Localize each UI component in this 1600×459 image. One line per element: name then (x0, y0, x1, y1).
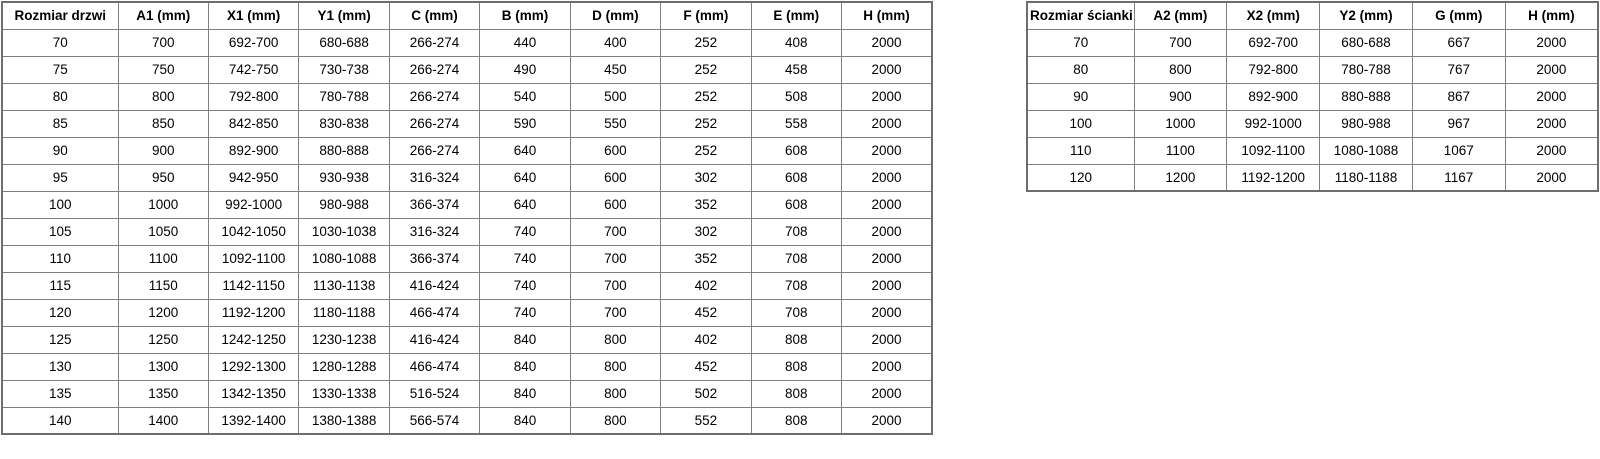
table-cell: 967 (1412, 110, 1505, 137)
table-cell: 1080-1088 (299, 245, 389, 272)
table-cell: 800 (1134, 56, 1227, 83)
table-cell: 892-900 (208, 137, 298, 164)
table-cell: 366-374 (389, 191, 479, 218)
table-cell: 1292-1300 (208, 353, 298, 380)
table-cell: 80 (2, 83, 118, 110)
table-cell: 135 (2, 380, 118, 407)
table-row (2, 245, 932, 272)
table-cell: 1350 (118, 380, 208, 407)
table-cell: 950 (118, 164, 208, 191)
column-header: X1 (mm) (208, 2, 298, 29)
table-cell: 700 (1134, 29, 1227, 56)
table-cell: 125 (2, 326, 118, 353)
table-row (2, 137, 932, 164)
table-cell: 640 (480, 191, 570, 218)
table-cell: 680-688 (1320, 29, 1413, 56)
table-cell: 2000 (842, 191, 933, 218)
table-row (2, 272, 932, 299)
table-row (1027, 164, 1598, 191)
table-cell: 1180-1188 (1320, 164, 1413, 191)
table-row (1027, 29, 1598, 56)
table-cell: 2000 (842, 299, 933, 326)
table-cell: 466-474 (389, 353, 479, 380)
table-cell: 416-424 (389, 326, 479, 353)
table-cell: 450 (570, 56, 660, 83)
table-cell: 452 (661, 299, 751, 326)
table-cell: 316-324 (389, 164, 479, 191)
table-cell: 930-938 (299, 164, 389, 191)
table-cell: 352 (661, 191, 751, 218)
table-cell: 1200 (118, 299, 208, 326)
table-cell: 980-988 (299, 191, 389, 218)
table-row (2, 218, 932, 245)
table-cell: 1142-1150 (208, 272, 298, 299)
table-cell: 1330-1338 (299, 380, 389, 407)
column-header: D (mm) (570, 2, 660, 29)
column-header: B (mm) (480, 2, 570, 29)
table-cell: 266-274 (389, 83, 479, 110)
table-cell: 840 (480, 380, 570, 407)
column-header: Rozmiar ścianki (1027, 2, 1134, 29)
table-cell: 552 (661, 407, 751, 434)
table-row (2, 407, 932, 434)
table-cell: 850 (118, 110, 208, 137)
table-cell: 2000 (842, 272, 933, 299)
table-cell: 90 (1027, 83, 1134, 110)
table-cell: 302 (661, 164, 751, 191)
table-cell: 2000 (1505, 110, 1598, 137)
table-cell: 1100 (118, 245, 208, 272)
table-cell: 466-474 (389, 299, 479, 326)
table-row (2, 299, 932, 326)
table-cell: 692-700 (208, 29, 298, 56)
table-cell: 252 (661, 29, 751, 56)
table-cell: 85 (2, 110, 118, 137)
table-cell: 2000 (842, 380, 933, 407)
table-cell: 1192-1200 (208, 299, 298, 326)
header-row (2, 2, 932, 29)
table-cell: 252 (661, 83, 751, 110)
table-cell: 566-574 (389, 407, 479, 434)
table-row (2, 191, 932, 218)
table-cell: 800 (570, 380, 660, 407)
table-cell: 1000 (118, 191, 208, 218)
table-cell: 1200 (1134, 164, 1227, 191)
table-cell: 600 (570, 137, 660, 164)
table-cell: 1242-1250 (208, 326, 298, 353)
table-row (1027, 110, 1598, 137)
column-header: X2 (mm) (1227, 2, 1320, 29)
table-cell: 608 (751, 191, 841, 218)
table-cell: 366-374 (389, 245, 479, 272)
table-cell: 808 (751, 353, 841, 380)
table-cell: 708 (751, 245, 841, 272)
table-cell: 2000 (1505, 29, 1598, 56)
table-cell: 402 (661, 272, 751, 299)
table-cell: 680-688 (299, 29, 389, 56)
table-cell: 490 (480, 56, 570, 83)
table-cell: 1080-1088 (1320, 137, 1413, 164)
table-cell: 740 (480, 272, 570, 299)
table-cell: 100 (2, 191, 118, 218)
table-cell: 252 (661, 137, 751, 164)
table-cell: 266-274 (389, 29, 479, 56)
table-cell: 880-888 (1320, 83, 1413, 110)
table-cell: 95 (2, 164, 118, 191)
table-cell: 105 (2, 218, 118, 245)
table-cell: 1300 (118, 353, 208, 380)
column-header: H (mm) (1505, 2, 1598, 29)
table-cell: 992-1000 (1227, 110, 1320, 137)
table-cell: 880-888 (299, 137, 389, 164)
table-cell: 692-700 (1227, 29, 1320, 56)
table-cell: 600 (570, 191, 660, 218)
table-row (2, 110, 932, 137)
table-cell: 640 (480, 137, 570, 164)
table-cell: 808 (751, 407, 841, 434)
table-cell: 440 (480, 29, 570, 56)
table-row (1027, 56, 1598, 83)
table-cell: 100 (1027, 110, 1134, 137)
table-cell: 1380-1388 (299, 407, 389, 434)
column-header: A1 (mm) (118, 2, 208, 29)
table-cell: 740 (480, 245, 570, 272)
table-cell: 1392-1400 (208, 407, 298, 434)
table-cell: 2000 (1505, 56, 1598, 83)
table-cell: 400 (570, 29, 660, 56)
table-cell: 842-850 (208, 110, 298, 137)
table-cell: 2000 (842, 137, 933, 164)
table-cell: 767 (1412, 56, 1505, 83)
table-cell: 120 (2, 299, 118, 326)
table-cell: 808 (751, 380, 841, 407)
table-row (2, 29, 932, 56)
table-cell: 700 (118, 29, 208, 56)
table-cell: 992-1000 (208, 191, 298, 218)
column-header: H (mm) (842, 2, 933, 29)
table-cell: 352 (661, 245, 751, 272)
table-cell: 2000 (842, 407, 933, 434)
wall-dimensions-table (1026, 1, 1599, 192)
table-cell: 120 (1027, 164, 1134, 191)
table-cell: 808 (751, 326, 841, 353)
table-row (1027, 137, 1598, 164)
table-cell: 402 (661, 326, 751, 353)
table-cell: 1250 (118, 326, 208, 353)
table-cell: 800 (570, 353, 660, 380)
table-cell: 2000 (842, 326, 933, 353)
table-cell: 266-274 (389, 110, 479, 137)
table-cell: 1050 (118, 218, 208, 245)
column-header: C (mm) (389, 2, 479, 29)
table-cell: 640 (480, 164, 570, 191)
table-cell: 70 (1027, 29, 1134, 56)
table-cell: 708 (751, 272, 841, 299)
table-row (2, 83, 932, 110)
table-cell: 730-738 (299, 56, 389, 83)
table-cell: 458 (751, 56, 841, 83)
column-header: Y2 (mm) (1320, 2, 1413, 29)
table-cell: 900 (1134, 83, 1227, 110)
table-cell: 840 (480, 407, 570, 434)
table-cell: 800 (118, 83, 208, 110)
table-cell: 792-800 (208, 83, 298, 110)
table-cell: 266-274 (389, 56, 479, 83)
table-cell: 1092-1100 (1227, 137, 1320, 164)
table-cell: 540 (480, 83, 570, 110)
table-cell: 1130-1138 (299, 272, 389, 299)
table-cell: 740 (480, 299, 570, 326)
table-cell: 700 (570, 272, 660, 299)
table-cell: 2000 (842, 164, 933, 191)
table-cell: 892-900 (1227, 83, 1320, 110)
table-row (1027, 83, 1598, 110)
column-header: F (mm) (661, 2, 751, 29)
table-cell: 2000 (1505, 83, 1598, 110)
table-cell: 667 (1412, 29, 1505, 56)
table-cell: 600 (570, 164, 660, 191)
table-cell: 840 (480, 326, 570, 353)
column-header: Rozmiar drzwi (2, 2, 118, 29)
table-cell: 700 (570, 218, 660, 245)
table-cell: 740 (480, 218, 570, 245)
table-cell: 75 (2, 56, 118, 83)
table-cell: 830-838 (299, 110, 389, 137)
table-cell: 70 (2, 29, 118, 56)
table-cell: 1342-1350 (208, 380, 298, 407)
table-row (2, 164, 932, 191)
table-cell: 316-324 (389, 218, 479, 245)
table-cell: 1180-1188 (299, 299, 389, 326)
door-dimensions-table (1, 1, 933, 435)
table-cell: 840 (480, 353, 570, 380)
table-cell: 1000 (1134, 110, 1227, 137)
table-cell: 1230-1238 (299, 326, 389, 353)
table-cell: 408 (751, 29, 841, 56)
table-cell: 800 (570, 407, 660, 434)
table-cell: 302 (661, 218, 751, 245)
table-cell: 2000 (842, 83, 933, 110)
table-cell: 942-950 (208, 164, 298, 191)
table-cell: 130 (2, 353, 118, 380)
table-cell: 900 (118, 137, 208, 164)
table-cell: 252 (661, 110, 751, 137)
table-cell: 608 (751, 164, 841, 191)
table-cell: 1042-1050 (208, 218, 298, 245)
table-cell: 110 (1027, 137, 1134, 164)
table-cell: 2000 (1505, 137, 1598, 164)
header-row (1027, 2, 1598, 29)
table-cell: 90 (2, 137, 118, 164)
table-cell: 2000 (842, 110, 933, 137)
table-row (2, 326, 932, 353)
column-header: A2 (mm) (1134, 2, 1227, 29)
table-cell: 115 (2, 272, 118, 299)
table-row (2, 380, 932, 407)
table-cell: 750 (118, 56, 208, 83)
table-cell: 1030-1038 (299, 218, 389, 245)
table-cell: 2000 (842, 56, 933, 83)
table-cell: 2000 (842, 218, 933, 245)
column-header: E (mm) (751, 2, 841, 29)
table-cell: 2000 (842, 353, 933, 380)
table-cell: 742-750 (208, 56, 298, 83)
table-cell: 80 (1027, 56, 1134, 83)
table-cell: 1192-1200 (1227, 164, 1320, 191)
table-cell: 110 (2, 245, 118, 272)
table-cell: 1280-1288 (299, 353, 389, 380)
table-cell: 590 (480, 110, 570, 137)
table-cell: 792-800 (1227, 56, 1320, 83)
table-cell: 780-788 (1320, 56, 1413, 83)
table-cell: 2000 (842, 29, 933, 56)
table-cell: 708 (751, 218, 841, 245)
table-cell: 1067 (1412, 137, 1505, 164)
table-cell: 1400 (118, 407, 208, 434)
column-header: Y1 (mm) (299, 2, 389, 29)
table-cell: 700 (570, 299, 660, 326)
table-cell: 452 (661, 353, 751, 380)
table-cell: 502 (661, 380, 751, 407)
table-cell: 1092-1100 (208, 245, 298, 272)
table-cell: 2000 (1505, 164, 1598, 191)
table-cell: 550 (570, 110, 660, 137)
table-cell: 500 (570, 83, 660, 110)
table-cell: 1167 (1412, 164, 1505, 191)
table-cell: 2000 (842, 245, 933, 272)
table-cell: 508 (751, 83, 841, 110)
column-header: G (mm) (1412, 2, 1505, 29)
table-cell: 700 (570, 245, 660, 272)
table-cell: 980-988 (1320, 110, 1413, 137)
table-cell: 800 (570, 326, 660, 353)
table-cell: 266-274 (389, 137, 479, 164)
table-cell: 1150 (118, 272, 208, 299)
table-cell: 867 (1412, 83, 1505, 110)
table-cell: 608 (751, 137, 841, 164)
table-row (2, 56, 932, 83)
table-cell: 140 (2, 407, 118, 434)
table-cell: 780-788 (299, 83, 389, 110)
table-row (2, 353, 932, 380)
table-cell: 252 (661, 56, 751, 83)
table-cell: 558 (751, 110, 841, 137)
table-cell: 1100 (1134, 137, 1227, 164)
table-cell: 708 (751, 299, 841, 326)
table-cell: 416-424 (389, 272, 479, 299)
table-cell: 516-524 (389, 380, 479, 407)
